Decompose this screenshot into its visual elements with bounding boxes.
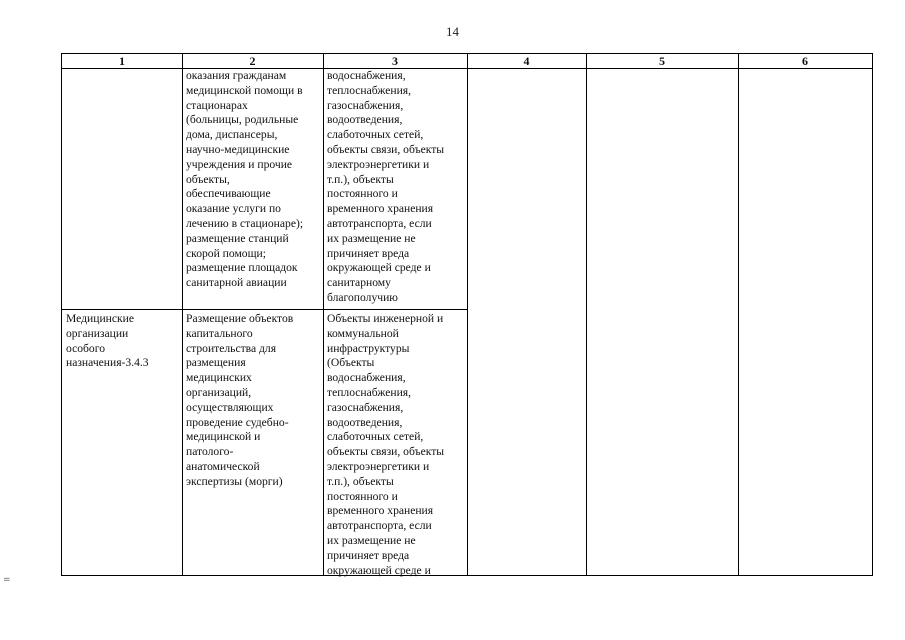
document-table bbox=[61, 53, 873, 576]
column-divider bbox=[182, 54, 183, 575]
column-header-4: 4 bbox=[523, 54, 530, 68]
column-divider bbox=[467, 54, 468, 575]
column-header-3: 3 bbox=[392, 54, 398, 68]
column-divider bbox=[586, 54, 587, 575]
column-header-5: 5 bbox=[659, 54, 665, 68]
row2-cell-col1: Медицинские организации особого назначения-3.4.3 bbox=[66, 312, 149, 370]
row-divider bbox=[62, 309, 467, 310]
column-divider bbox=[738, 54, 739, 575]
row2-cell-col2: Размещение объектов капитального строительства для размещения медицинских организаций, осуществляющих проведение судебно- медицинской и патолого- анатомической экспертизы (морги) bbox=[186, 312, 294, 488]
column-header-2: 2 bbox=[249, 54, 256, 68]
column-header-1: 1 bbox=[119, 54, 125, 68]
page-number: 14 bbox=[446, 24, 459, 39]
continuation-cell-col3: водоснабжения, теплоснабжения, газоснабжения, водоотведения, слаботочных сетей, объекты связи, объекты электроэнергетики и т.п.), объекты постоянного и временного хранения автотранспорта, если их размещение не причиняет вреда окружающей среде и санитарному благополучию bbox=[327, 69, 445, 304]
side-mark: = bbox=[3, 575, 11, 585]
row2-cell-col3: Объекты инженерной и коммунальной инфраструктуры (Объекты водоснабжения, теплоснабжения, газоснабжения, водоотведения, слаботочных сетей, объекты связи, объекты электроэнергетики и т.п.), объекты постоянного и временного хранения автотранспорта, если их размещение не причиняет вреда окружающей среде и bbox=[327, 312, 445, 577]
column-divider bbox=[323, 54, 324, 575]
continuation-cell-col2: оказания гражданам медицинской помощи в стационарах (больницы, родильные дома, диспансеры, научно-медицинские учреждения и прочие объекты, обеспечивающие оказание услуги по лечению в стационаре); размещение станций скорой помощи; размещение площадок санитарной авиации bbox=[186, 69, 304, 290]
header-divider bbox=[62, 68, 872, 69]
column-header-6: 6 bbox=[802, 54, 808, 68]
